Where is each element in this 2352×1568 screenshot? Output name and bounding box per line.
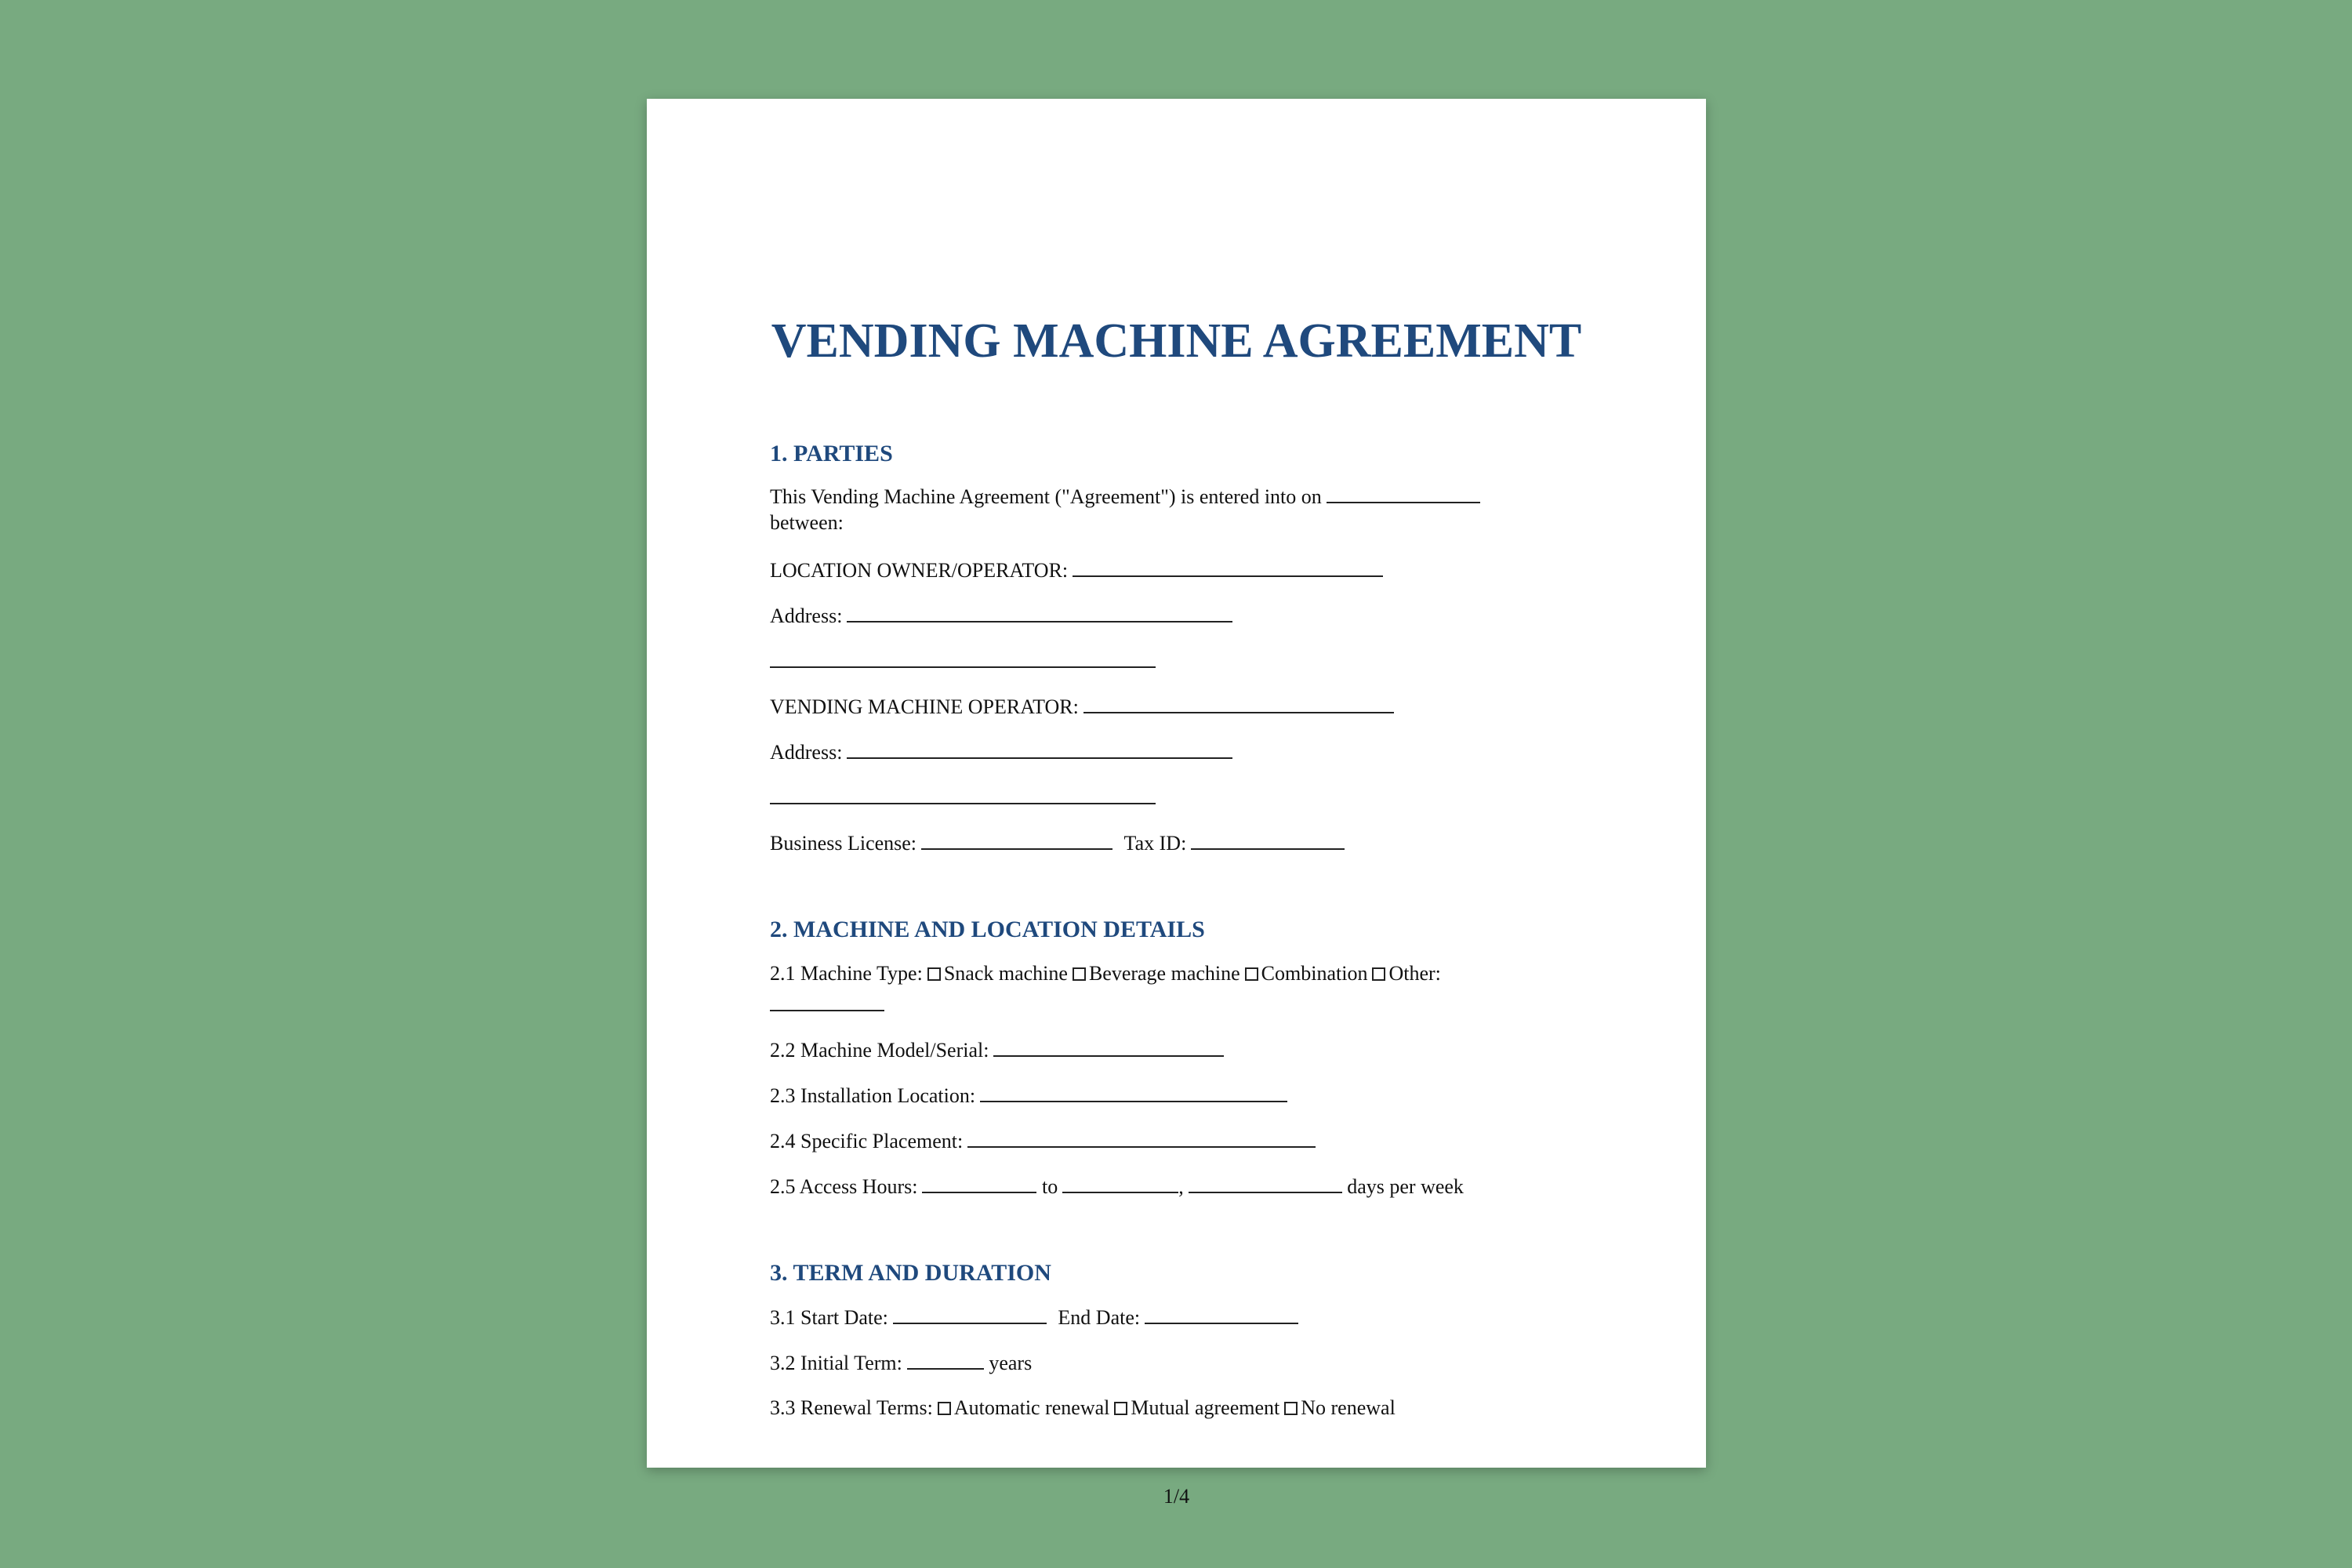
- location-owner-label: LOCATION OWNER/OPERATOR:: [770, 559, 1069, 582]
- access-hours-from-field[interactable]: [922, 1174, 1036, 1193]
- start-date-field[interactable]: [893, 1305, 1047, 1324]
- automatic-renewal-label: Automatic renewal: [953, 1396, 1110, 1419]
- no-renewal-checkbox[interactable]: [1284, 1402, 1298, 1415]
- combination-label: Combination: [1261, 962, 1368, 985]
- operator-address-row: [770, 740, 1232, 763]
- owner-address-label: Address:: [770, 604, 843, 627]
- owner-address-field[interactable]: [847, 604, 1232, 622]
- operator-address-field-2[interactable]: [770, 786, 1156, 804]
- initial-term-unit: years: [989, 1352, 1033, 1374]
- machine-type-other-row: [770, 993, 884, 1015]
- access-days-field[interactable]: [1189, 1174, 1342, 1193]
- other-label: Other:: [1388, 962, 1441, 985]
- specific-placement-row: [770, 1129, 1316, 1152]
- document-page: [647, 99, 1706, 1508]
- mutual-agreement-label: Mutual agreement: [1131, 1396, 1280, 1419]
- parties-intro-text: This Vending Machine Agreement ("Agreement") is entered into on: [770, 485, 1322, 508]
- start-date-label: 3.1 Start Date:: [770, 1306, 888, 1329]
- start-end-date-row: [770, 1305, 1298, 1328]
- snack-machine-label: Snack machine: [943, 962, 1068, 985]
- machine-model-field[interactable]: [993, 1038, 1224, 1057]
- operator-address-row-2: [770, 786, 1156, 808]
- snack-machine-checkbox[interactable]: [927, 967, 941, 981]
- end-date-field[interactable]: [1145, 1305, 1298, 1324]
- installation-location-label: 2.3 Installation Location:: [770, 1084, 976, 1107]
- agreement-date-field[interactable]: [1327, 485, 1480, 503]
- initial-term-label: 3.2 Initial Term:: [770, 1352, 902, 1374]
- initial-term-field[interactable]: [907, 1351, 984, 1370]
- section-heading-machine-location: 2. MACHINE AND LOCATION DETAILS: [770, 916, 1205, 942]
- machine-model-row: [770, 1038, 1224, 1061]
- combination-checkbox[interactable]: [1245, 967, 1258, 981]
- automatic-renewal-checkbox[interactable]: [938, 1402, 951, 1415]
- machine-type-row: [770, 964, 1441, 984]
- vending-operator-field[interactable]: [1083, 695, 1394, 713]
- specific-placement-field[interactable]: [967, 1129, 1316, 1148]
- operator-address-field[interactable]: [847, 740, 1232, 759]
- renewal-terms-label: 3.3 Renewal Terms:: [770, 1396, 933, 1419]
- access-hours-comma: ,: [1178, 1175, 1184, 1198]
- machine-model-label: 2.2 Machine Model/Serial:: [770, 1039, 989, 1062]
- access-hours-label: 2.5 Access Hours:: [770, 1175, 918, 1198]
- mutual-agreement-checkbox[interactable]: [1114, 1402, 1127, 1415]
- vending-operator-label: VENDING MACHINE OPERATOR:: [770, 695, 1079, 718]
- access-hours-to: to: [1041, 1175, 1058, 1198]
- section-heading-parties: 1. PARTIES: [770, 441, 893, 466]
- no-renewal-label: No renewal: [1301, 1396, 1396, 1419]
- installation-location-row: [770, 1083, 1287, 1106]
- parties-intro-cont: between:: [770, 511, 844, 534]
- beverage-machine-checkbox[interactable]: [1073, 967, 1086, 981]
- access-hours-to-field[interactable]: [1062, 1174, 1178, 1193]
- business-license-label: Business License:: [770, 832, 917, 855]
- tax-id-field[interactable]: [1191, 831, 1345, 850]
- initial-term-row: [770, 1351, 1032, 1374]
- parties-intro: [770, 485, 1480, 507]
- renewal-terms-row: [770, 1398, 1396, 1418]
- access-days-label: days per week: [1347, 1175, 1464, 1198]
- license-taxid-row: [770, 831, 1345, 854]
- owner-address-field-2[interactable]: [770, 649, 1156, 668]
- page-number: 1/4: [1163, 1485, 1190, 1508]
- owner-address-row-2: [770, 649, 1156, 672]
- tax-id-label: Tax ID:: [1123, 832, 1187, 855]
- installation-location-field[interactable]: [980, 1083, 1287, 1102]
- vending-operator-row: [770, 695, 1394, 717]
- beverage-machine-label: Beverage machine: [1088, 962, 1240, 985]
- operator-address-label: Address:: [770, 741, 843, 764]
- business-license-field[interactable]: [921, 831, 1112, 850]
- machine-type-other-field[interactable]: [770, 993, 884, 1011]
- document-title: VENDING MACHINE AGREEMENT: [771, 314, 1582, 368]
- other-checkbox[interactable]: [1372, 967, 1385, 981]
- location-owner-row: [770, 558, 1383, 581]
- location-owner-field[interactable]: [1073, 558, 1383, 577]
- specific-placement-label: 2.4 Specific Placement:: [770, 1130, 964, 1152]
- end-date-label: End Date:: [1058, 1306, 1141, 1329]
- owner-address-row: [770, 604, 1232, 626]
- access-hours-row: [770, 1174, 1464, 1197]
- machine-type-label: 2.1 Machine Type:: [770, 962, 923, 985]
- section-heading-term-duration: 3. TERM AND DURATION: [770, 1260, 1051, 1286]
